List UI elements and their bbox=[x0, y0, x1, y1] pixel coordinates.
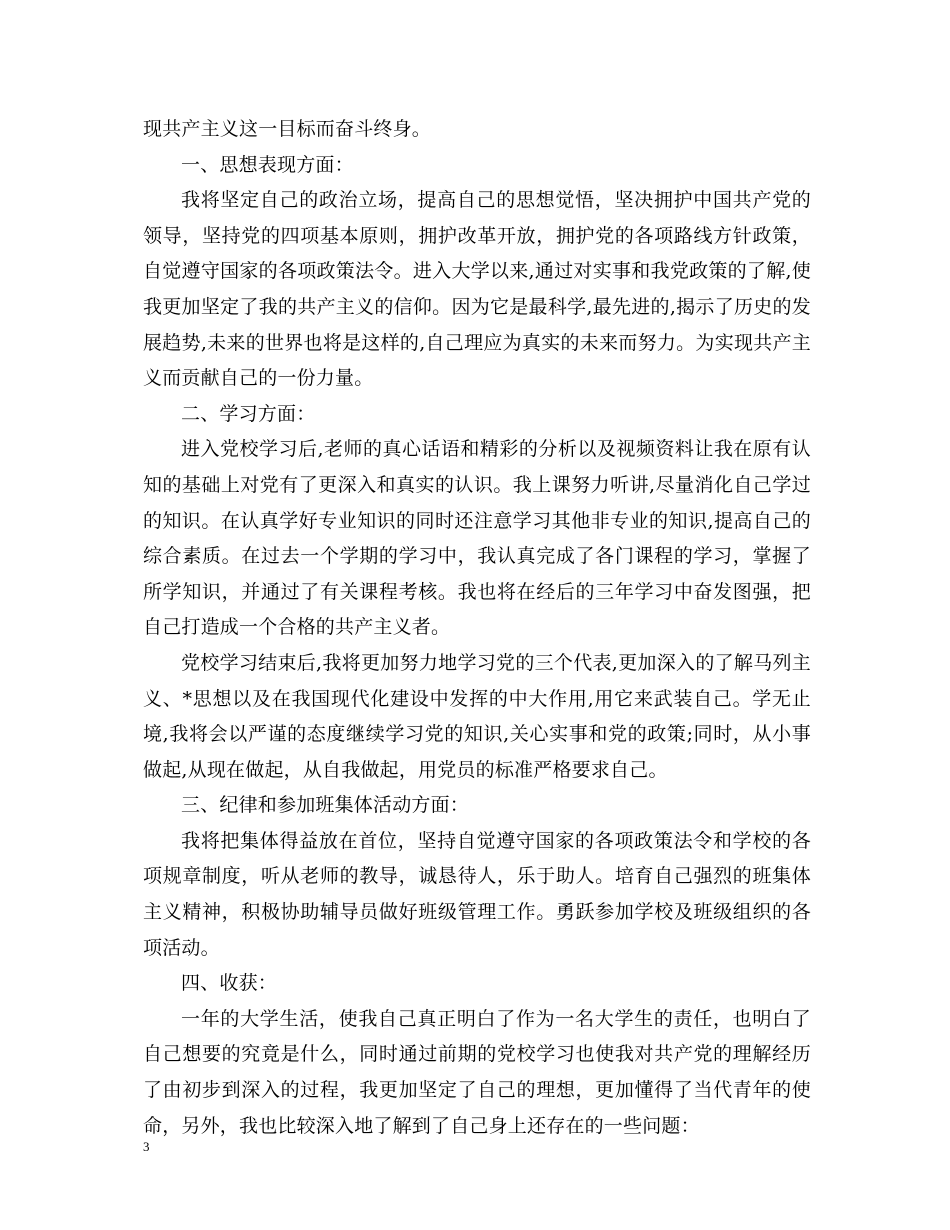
section-heading-thought: 一、思想表现方面： bbox=[181, 153, 354, 176]
page-number: 3 bbox=[143, 1139, 150, 1154]
paragraph-gains: 一年的大学生活，使我自己真正明白了作为一名大学生的责任，也明白了自己想要的究竟是什么，同时通过前期的党校学习也使我对共产党的理解经历了由初步到深入的过程，我更加坚定了自己的理想，更加懂得了当代青年的使命，另外，我也比较深入地了解到了自己身上还存在的一些问题： bbox=[143, 1007, 811, 1137]
paragraph-thought: 我将坚定自己的政治立场，提高自己的思想觉悟，坚决拥护中国共产党的领导，坚持党的四项基本原则，拥护改革开放，拥护党的各项路线方针政策，自觉遵守国家的各项政策法令。进入大学以来,通过对实事和我党政策的了解,使我更加坚定了我的共产主义的信仰。因为它是最科学,最先进的,揭示了历史的发展趋势,未来的世界也将是这样的,自己理应为真实的未来而努力。为实现共产主义而贡献自己的一份力量。 bbox=[143, 189, 811, 390]
paragraph-continuation: 现共产主义这一目标而奋斗终身。 bbox=[143, 118, 432, 140]
section-heading-discipline: 三、纪律和参加班集体活动方面： bbox=[181, 794, 470, 817]
paragraph-discipline: 我将把集体得益放在首位，坚持自觉遵守国家的各项政策法令和学校的各项规章制度，听从老师的教导，诚恳待人，乐于助人。培育自己强烈的班集体主义精神，积极协助辅导员做好班级管理工作。勇跃参加学校及班级组织的各项活动。 bbox=[143, 829, 811, 959]
section-heading-gains: 四、收获： bbox=[181, 972, 278, 995]
document-body bbox=[143, 112, 811, 1144]
paragraph-study: 进入党校学习后,老师的真心话语和精彩的分析以及视频资料让我在原有认知的基础上对党有了更深入和真实的认识。我上课努力听讲,尽量消化自己学过的知识。在认真学好专业知识的同时还注意学习其他非专业的知识,提高自己的综合素质。在过去一个学期的学习中，我认真完成了各门课程的学习，掌握了所学知识，并通过了有关课程考核。我也将在经后的三年学习中奋发图强，把自己打造成一个合格的共产主义者。 bbox=[143, 438, 811, 639]
paragraph-after-study: 党校学习结束后,我将更加努力地学习党的三个代表,更加深入的了解马列主义、*思想以及在我国现代化建设中发挥的中大作用,用它来武装自己。学无止境,我将会以严谨的态度继续学习党的知识,关心实事和党的政策;同时，从小事做起,从现在做起，从自我做起，用党员的标准严格要求自己。 bbox=[143, 651, 811, 781]
section-heading-study: 二、学习方面： bbox=[181, 402, 316, 425]
